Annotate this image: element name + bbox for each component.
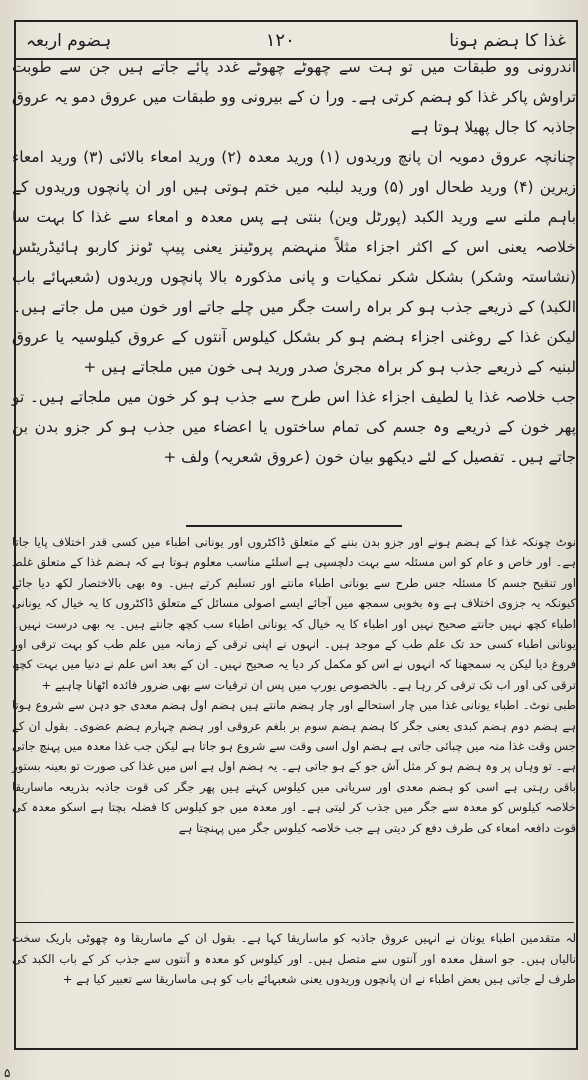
note-paragraph: نوٹ چونکہ غذا کے ہضم ہونے اور جزو بدن بننے کے متعلق ڈاکٹروں اور یونانی اطباء میں کسی قدر اختلاف پایا جاتا ہے۔ اور خاص و عام کو اس مسئلہ سے بہت دلچسپی ہے اسلئے مناسب معلوم ہوتا ہے کہ ہضم غذا کے متعلق غلط اور تنقیح جسم کا مسئلہ جس طرح سے یونانی اطباء مانتے اور تسلیم کرتے ہیں۔ وہ بھی بالاختصار لکھ دیا جائے کیونکہ یہ جزوی اختلاف ہے وہ بخوبی سمجھ میں آجائے ایسے اصولی مسائل کے متعلق ڈاکٹروں کا یہ خیال کہ یونانی اطباء کچھ نہیں جانتے صحیح نہیں اور اطباء کا یہ خیال کہ یونانی اطباء سب کچھ جانتے ہیں۔ یہ بھی درست نہیں۔ یونانی اطباء کسی حد تک علم طب کے موجد ہیں۔ انہوں نے اپنی ترقی کے زمانہ میں علم طب کو بہت ترقی اور فروغ دیا لیکن یہ سمجھنا کہ انہوں نے اس کو مکمل کر دیا یہ صحیح نہیں۔ ان کے بعد اس علم نے دنیا میں بہت کچھ ترقی کی اور اب تک ترقی کر رہا ہے۔ بالخصوص یورپ میں پس ان ترقیات سے بھی ضرور فائدہ اٹھانا چاہیے +	[12, 535, 576, 692]
running-title: غذا کا ہضم ہونا	[449, 30, 566, 51]
paragraph-1: اندرونی وو طبقات میں تو ہت سے چھوٹے چھوٹے غدد پائے جاتے ہیں جن سے طوبت تراوش پاکر غذا کو ہضم کرتی ہے۔ ورا ن کے بیرونی وو طبقات میں عروق دمو یہ عروق جاذبہ کا جال پھیلا ہوتا ہے	[12, 58, 576, 136]
notes-section	[12, 532, 576, 838]
main-text	[12, 52, 576, 472]
footnote-divider	[14, 922, 574, 923]
paragraph-3: جب خلاصہ غذا یا لطیف اجزاء غذا اس طرح سے جذب ہو کر خون میں ملجاتے ہیں۔ تو پھر خون کے ذریعے وہ جسم کی تمام ساختوں یا اعضاء میں جذب ہو کر جزو بدن بن جاتے ہیں۔ تفصیل کے لئے دیکھو بیان خون (عروق شعریہ) ولف +	[12, 388, 576, 466]
section-divider	[186, 525, 402, 527]
page-number: ۱۲۰	[265, 29, 295, 51]
signature-mark: ۵	[4, 1066, 11, 1080]
section-title: ہضوم اربعہ	[26, 30, 112, 51]
paragraph-2: چنانچہ عروق دمویہ ان پانچ وریدوں (۱) ورید معدہ (۲) ورید امعاء بالائی (۳) ورید امعاء زیرین (۴) ورید طحال اور (۵) ورید لبلبہ میں ختم ہوتی ہیں اور ان پانچوں وریدوں کے باہم ملنے سے ورید الکبد (پورٹل وین) بنتی ہے پس معدہ و امعاء سے غذا کا بہت سا خلاصہ یعنی اس کے اکثر اجزاء مثلاً منہضم پروٹینز یعنی پیپ ٹونز کاربو ہائیڈریٹس (نشاستہ وشکر) بشکل شکر نمکیات و پانی مذکورہ بالا پانچوں وریدوں (شعبہائے باب الکبد) کے ذریعے جذب ہو کر براہ راست جگر میں چلے جاتے اور خون میں مل جاتے ہیں۔ لیکن غذا کے روغنی اجزاء ہضم ہو کر بشکل کیلوس آنتوں کے عروق کیلوسیہ یا عروق لبنیہ کے ذریعے جذب ہو کر براہ مجریٰ صدر ورید ہی خون میں ملجاتے ہیں +	[12, 148, 576, 376]
footnote	[12, 928, 576, 990]
medical-note-paragraph: طبی نوٹ۔ اطباء یونانی غذا میں چار استحالے اور چار ہضم مانتے ہیں ہضم اول ہضم معدی جو دہن سے شروع ہوتا ہے ہضم دوم ہضم کبدی یعنی جگر کا ہضم ہضم سوم بر بلغم عروقی اور ہضم چہارم ہضم عضوی۔ بقول ان کے جس وقت غذا منہ میں چبائی جاتی ہے ہضم اول اسی وقت سے شروع ہو جاتا ہے لیکن جب غذا معدہ میں پہنچ جاتی ہے۔ تو وہاں پر وہ ہضم ہو کر مثل آش جو کے ہو جاتی ہے۔ یہ ہضم اول ہے اس میں غذا کی صورت تو بعینہ بستور باقی رہتی ہے اسی کو ہضم معدی اور سریانی میں کیلوس کہتے ہیں پھر جگر کی قوت جاذبہ بذریعہ ماساریقا خلاصہ کیلوس کو معدہ سے جگر میں جذب کر لیتی ہے۔ اور معدہ میں جو کیلوس کا فضلہ بچتا ہے اسکو معدہ کی قوت دافعہ امعاء کی طرف دفع کر دیتی ہے جب خلاصہ کیلوس جگر میں پہنچتا ہے	[12, 698, 576, 835]
footnote-text: لہ متقدمین اطباء یونان نے انہیں عروق جاذبہ کو ماساریقا کہا ہے۔ بقول ان کے ماساریقا وہ چھوٹی باریک سخت نالیاں ہیں۔ جو اسفل معدہ اور آنتوں سے متصل ہیں۔ اور کیلوس کو معدہ و آنتوں سے جذب کر کے باب الکبد کی طرف لے جاتی ہیں بعض اطباء نے ان پانچوں وریدوں یعنی شعبہائے باب کو ہی ماساریقا سے تعبیر کیا ہے +	[12, 931, 576, 986]
